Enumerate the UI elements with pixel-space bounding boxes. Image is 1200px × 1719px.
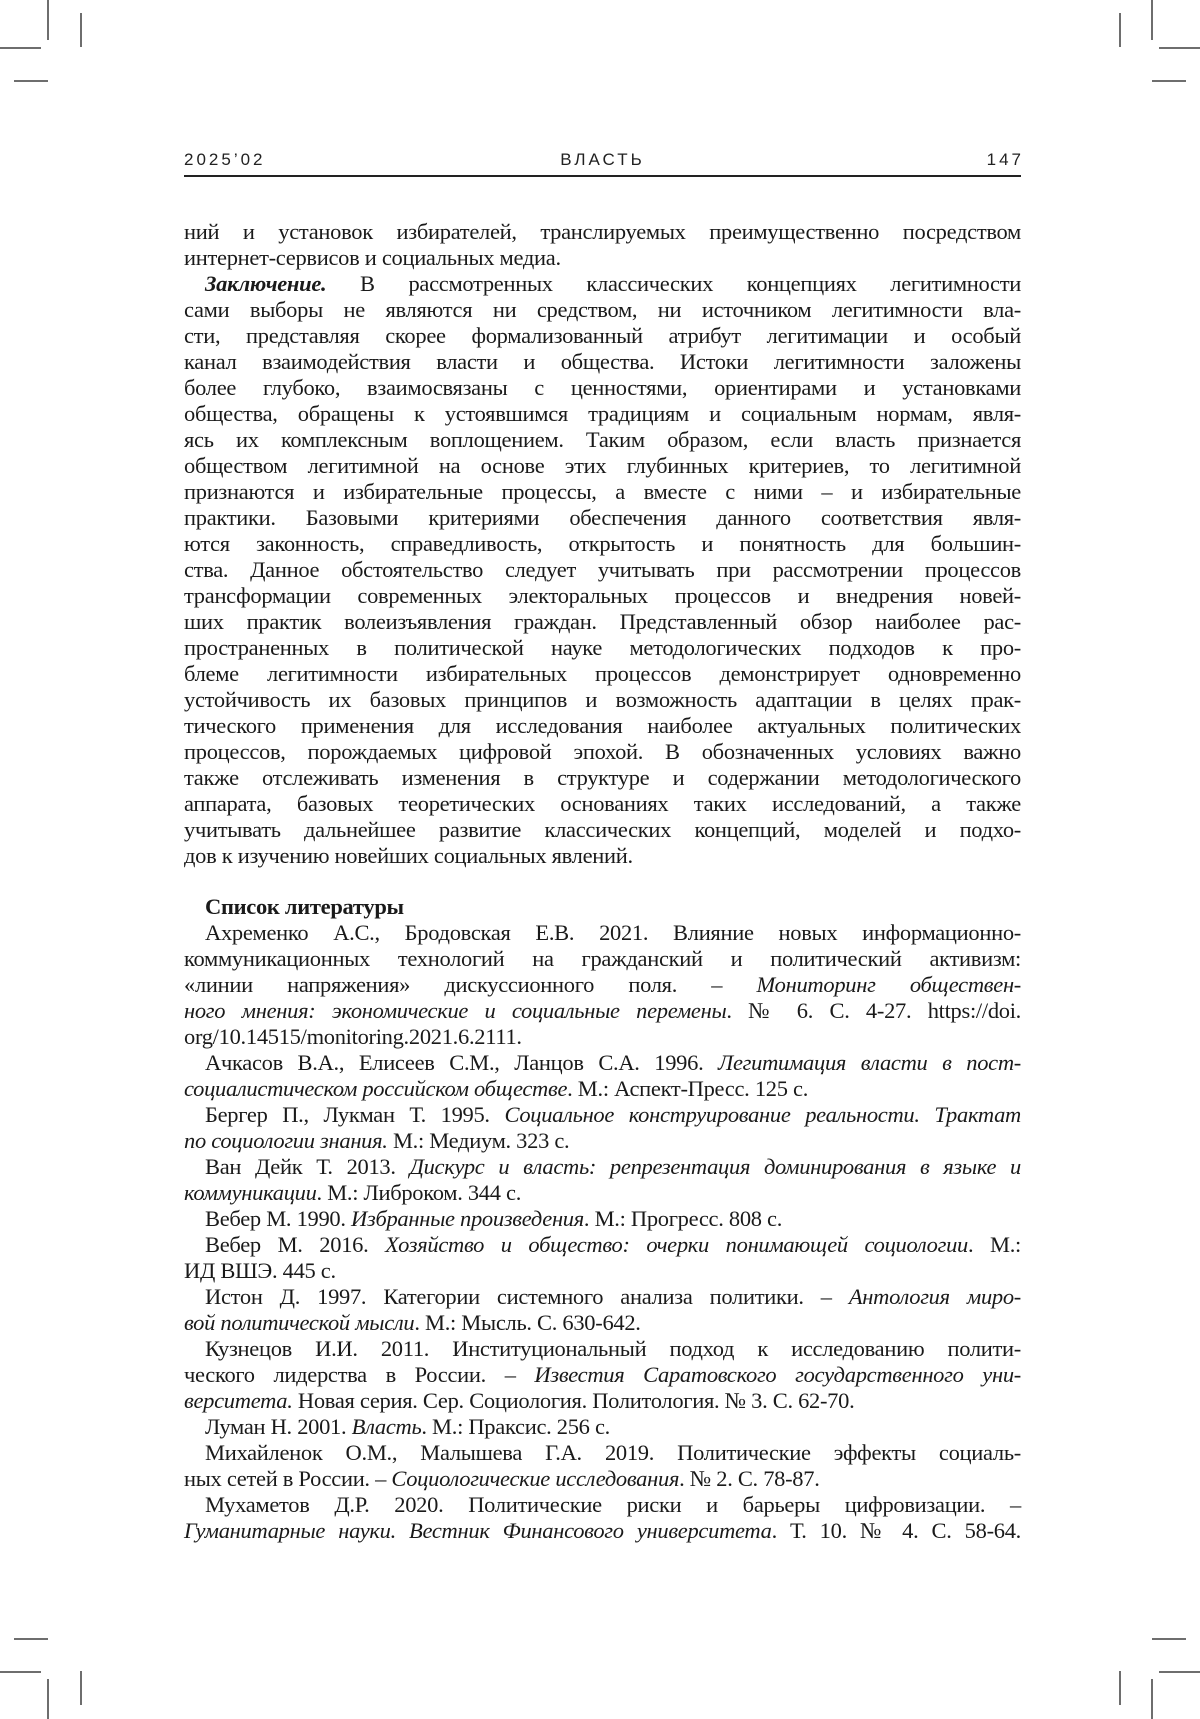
text-segment: Вебер М. 1990. xyxy=(205,1206,352,1231)
body-line xyxy=(184,271,1021,297)
reference-line xyxy=(184,1180,1021,1206)
body-line xyxy=(184,479,1021,505)
body-line xyxy=(184,843,1021,869)
crop-mark xyxy=(1119,13,1121,47)
italic-text: Антология миро- xyxy=(848,1284,1021,1309)
crop-mark xyxy=(0,47,41,49)
italic-text: Дискурс и власть: репрезентация доминирования в языке и xyxy=(409,1154,1021,1179)
crop-mark xyxy=(1152,1638,1186,1640)
reference-line xyxy=(184,1362,1021,1388)
crop-mark xyxy=(1151,0,1153,40)
body-line xyxy=(184,609,1021,635)
body-line xyxy=(184,791,1021,817)
text-segment: ний и установок избирателей, транслируемых преимущественно посредством xyxy=(184,219,1021,244)
body-line xyxy=(184,583,1021,609)
text-segment: трансформации современных электоральных процессов и внедрения новей- xyxy=(184,583,1021,608)
crop-mark xyxy=(47,1679,49,1719)
text-segment: . № 2. С. 78-87. xyxy=(679,1466,820,1491)
text-segment: Мухаметов Д.Р. 2020. Политические риски и барьеры цифровизации. – xyxy=(205,1492,1021,1517)
text-segment: общества, обращены к устоявшимся традициям и социальным нормам, явля- xyxy=(184,401,1021,426)
text-segment: канал взаимодействия власти и общества. Истоки легитимности заложены xyxy=(184,349,1021,374)
body-line xyxy=(184,323,1021,349)
italic-text: Социологические исследования xyxy=(391,1466,680,1491)
crop-mark xyxy=(1159,1671,1200,1673)
issue-number: 2025’02 xyxy=(184,150,266,169)
italic-text: вой политической мысли xyxy=(184,1310,415,1335)
body-line xyxy=(184,427,1021,453)
page-number: 147 xyxy=(986,150,1024,169)
text-segment: . М.: Аспект-Пресс. 125 с. xyxy=(567,1076,809,1101)
body-line xyxy=(184,505,1021,531)
crop-mark xyxy=(1159,47,1200,49)
text-segment: . М.: Прогресс. 808 с. xyxy=(583,1206,783,1231)
text-segment: ются законность, справедливость, открытость и понятность для большин- xyxy=(184,531,1021,556)
text-segment: . М.: Либроком. 344 с. xyxy=(316,1180,522,1205)
italic-text: Известия Саратовского государственного уни- xyxy=(534,1362,1021,1387)
crop-mark xyxy=(14,80,48,82)
text-segment: коммуникационных технологий на гражданский и политический активизм: xyxy=(184,946,1021,971)
reference-line xyxy=(184,946,1021,972)
text-segment: Бергер П., Лукман Т. 1995. xyxy=(205,1102,505,1127)
reference-line xyxy=(184,1050,1021,1076)
crop-mark xyxy=(47,0,49,40)
italic-text: по социологии знания. xyxy=(184,1128,388,1153)
reference-line xyxy=(184,1518,1021,1544)
reference-line xyxy=(184,1336,1021,1362)
italic-text: верситета. xyxy=(184,1388,293,1413)
body-line xyxy=(184,375,1021,401)
italic-text: Заключение. xyxy=(205,271,327,296)
text-segment: Вебер М. 2016. xyxy=(205,1232,386,1257)
text-segment: «линии напряжения» дискуссионного поля. – xyxy=(184,972,757,997)
text-segment: . № 6. С. 4-27. https://doi. xyxy=(726,998,1021,1023)
reference-line xyxy=(184,1466,1021,1492)
reference-line xyxy=(184,1154,1021,1180)
reference-line xyxy=(184,1414,1021,1440)
body-line xyxy=(184,453,1021,479)
text-segment: блеме легитимности избирательных процессов демонстрирует одновременно xyxy=(184,661,1021,686)
reference-line xyxy=(184,1076,1021,1102)
crop-mark xyxy=(1119,1671,1121,1705)
text-segment: дов к изучению новейших социальных явлений. xyxy=(184,843,633,868)
text-segment: тического применения для исследования наиболее актуальных политических xyxy=(184,713,1021,738)
text-segment: org/10.14515/monitoring.2021.6.2111. xyxy=(184,1024,522,1049)
body-line xyxy=(184,713,1021,739)
body-line xyxy=(184,349,1021,375)
header-rule xyxy=(184,175,1021,177)
text-segment: Новая серия. Сер. Социология. Политология. № 3. С. 62-70. xyxy=(292,1388,855,1413)
text-segment: устойчивость их базовых принципов и возможность адаптации в целях прак- xyxy=(184,687,1021,712)
reference-line xyxy=(184,1258,1021,1284)
text-segment: Истон Д. 1997. Категории системного анализа политики. – xyxy=(205,1284,849,1309)
reference-line xyxy=(184,1102,1021,1128)
text-segment: ства. Данное обстоятельство следует учитывать при рассмотрении процессов xyxy=(184,557,1021,582)
italic-text: Гуманитарные науки. Вестник Финансового университета xyxy=(184,1518,772,1543)
italic-text: Социальное конструирование реальности. Трактат xyxy=(504,1102,1021,1127)
text-segment: сти, представляя скорее формализованный атрибут легитимации и особый xyxy=(184,323,1021,348)
text-segment: В рассмотренных классических концепциях легитимности xyxy=(326,271,1021,296)
text-segment: интернет-сервисов и социальных медиа. xyxy=(184,245,561,270)
text-segment: ческого лидерства в России. – xyxy=(184,1362,535,1387)
body-line xyxy=(184,765,1021,791)
body-line xyxy=(184,401,1021,427)
text-segment: М.: Медиум. 323 с. xyxy=(387,1128,570,1153)
text-segment: . Т. 10. № 4. С. 58-64. xyxy=(771,1518,1021,1543)
italic-text: Мониторинг обществен- xyxy=(756,972,1022,997)
text-segment: ясь их комплексным воплощением. Таким образом, если власть признается xyxy=(184,427,1021,452)
body-line xyxy=(184,219,1021,245)
text-segment: признаются и избирательные процессы, а вместе с ними – и избирательные xyxy=(184,479,1021,504)
reference-line xyxy=(184,1492,1021,1518)
italic-text: Хозяйство и общество: очерки понимающей социологии xyxy=(385,1232,969,1257)
reference-line xyxy=(184,1232,1021,1258)
body-line xyxy=(184,245,1021,271)
text-segment: ИД ВШЭ. 445 с. xyxy=(184,1258,336,1283)
text-segment: учитывать дальнейшее развитие классических концепций, моделей и подхо- xyxy=(184,817,1021,842)
text-segment: Ахременко А.С., Бродовская Е.В. 2021. Влияние новых информационно- xyxy=(205,920,1021,945)
text-segment: аппарата, базовых теоретических основаниях таких исследований, а также xyxy=(184,791,1021,816)
italic-text: Легитимация власти в пост- xyxy=(718,1050,1021,1075)
crop-mark xyxy=(0,1671,41,1673)
reference-line xyxy=(184,1310,1021,1336)
running-header xyxy=(184,150,1024,174)
references-heading: Список литературы xyxy=(205,894,404,919)
reference-line xyxy=(184,998,1021,1024)
body-line xyxy=(184,531,1021,557)
body-line xyxy=(184,817,1021,843)
text-segment: Ван Дейк Т. 2013. xyxy=(205,1154,410,1179)
crop-mark xyxy=(14,1638,48,1640)
text-segment: также отслеживать изменения в структуре и содержании методологического xyxy=(184,765,1021,790)
body-line xyxy=(184,635,1021,661)
body-line xyxy=(184,739,1021,765)
crop-mark xyxy=(1152,80,1186,82)
body-line xyxy=(184,557,1021,583)
text-segment: ших практик волеизъявления граждан. Представленный обзор наиболее рас- xyxy=(184,609,1021,634)
text-segment: Михайленок О.М., Малышева Г.А. 2019. Политические эффекты социаль- xyxy=(205,1440,1021,1465)
italic-text: социалистическом российском обществе xyxy=(184,1076,568,1101)
text-segment: процессов, порождаемых цифровой эпохой. В обозначенных условиях важно xyxy=(184,739,1021,764)
body-line xyxy=(184,661,1021,687)
crop-mark xyxy=(80,13,82,47)
text-segment: Луман Н. 2001. xyxy=(205,1414,352,1439)
reference-line xyxy=(184,1284,1021,1310)
italic-text: Власть xyxy=(351,1414,422,1439)
text-segment: более глубоко, взаимосвязаны с ценностями, ориентирами и установками xyxy=(184,375,1021,400)
crop-mark xyxy=(1151,1679,1153,1719)
crop-mark xyxy=(80,1671,82,1705)
journal-title: ВЛАСТЬ xyxy=(560,150,645,169)
text-segment: Кузнецов И.И. 2011. Институциональный подход к исследованию полити- xyxy=(205,1336,1021,1361)
text-segment: . М.: xyxy=(968,1232,1022,1257)
reference-line xyxy=(184,1206,1021,1232)
italic-text: коммуникации xyxy=(184,1180,317,1205)
text-segment: обществом легитимной на основе этих глубинных критериев, то легитимной xyxy=(184,453,1021,478)
reference-line xyxy=(184,920,1021,946)
reference-line xyxy=(184,1128,1021,1154)
body-line xyxy=(184,297,1021,323)
text-segment: сами выборы не являются ни средством, ни источником легитимности вла- xyxy=(184,297,1021,322)
body-line xyxy=(184,687,1021,713)
text-segment: практики. Базовыми критериями обеспечения данного соответствия явля- xyxy=(184,505,1021,530)
text-segment: Ачкасов В.А., Елисеев С.М., Ланцов С.А. 1996. xyxy=(205,1050,719,1075)
text-segment: ных сетей в России. – xyxy=(184,1466,392,1491)
reference-line xyxy=(184,972,1021,998)
reference-line xyxy=(184,1388,1021,1414)
text-segment: пространенных в политической науке методологических подходов к про- xyxy=(184,635,1021,660)
reference-line xyxy=(184,1024,1021,1050)
text-segment: . М.: Мысль. С. 630-642. xyxy=(414,1310,641,1335)
italic-text: Избранные произведения xyxy=(351,1206,584,1231)
reference-line xyxy=(184,1440,1021,1466)
text-segment: . М.: Праксис. 256 с. xyxy=(421,1414,610,1439)
italic-text: ного мнения: экономические и социальные перемены xyxy=(184,998,727,1023)
